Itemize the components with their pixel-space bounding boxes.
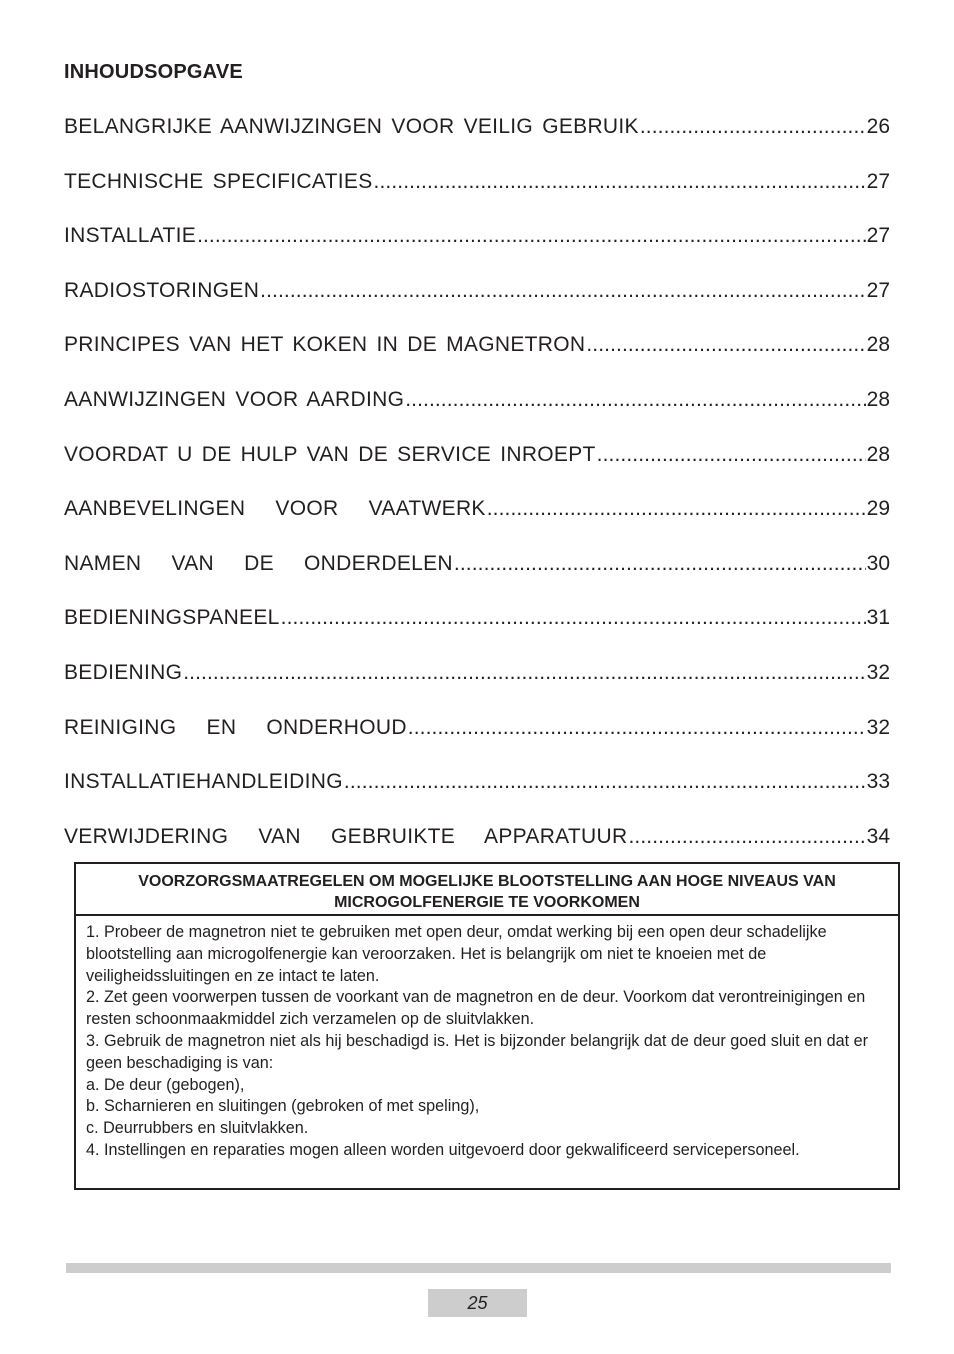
toc-entry-page: 31 [866, 606, 890, 630]
toc-entry-page: 32 [866, 715, 890, 739]
toc-entry-title: BEDIENING [64, 660, 183, 684]
toc-entry-page: 27 [866, 224, 890, 248]
toc-entry-page: 34 [866, 824, 890, 848]
toc-entry-title: TECHNISCHE SPECIFICATIES [64, 169, 373, 193]
toc-entry-veilig-gebruik[interactable] [64, 110, 890, 165]
warning-paragraph: 3. Gebruik de magnetron niet als hij beschadigd is. Het is bijzonder belangrijk dat de deur goed sluit en dat er geen beschadiging is van: [86, 1031, 868, 1072]
safety-warning-box [74, 862, 900, 1190]
toc-dot-leader [260, 274, 865, 308]
toc-entry-technische-specificaties[interactable] [64, 165, 890, 220]
warning-title-line: VOORZORGSMAATREGELEN OM MOGELIJKE BLOOTSTELLING AAN HOGE NIVEAUS VAN [138, 873, 836, 890]
toc-entry-title: INSTALLATIEHANDLEIDING [64, 770, 343, 794]
toc-entry-title: BEDIENINGSPANEEL [64, 606, 280, 630]
toc-dot-leader [344, 765, 866, 799]
warning-title-line: MICROGOLFENERGIE TE VOORKOMEN [334, 894, 640, 911]
toc-entry-title: BELANGRIJKE AANWIJZINGEN VOOR VEILIG GEBRUIK [64, 115, 639, 138]
toc-entry-page: 27 [866, 169, 890, 193]
toc-entry-principes-koken[interactable] [64, 328, 890, 383]
toc-entry-page: 33 [866, 770, 890, 794]
toc-dot-leader [197, 219, 866, 253]
toc-entry-page: 30 [866, 551, 890, 575]
toc-entry-onderdelen[interactable] [64, 547, 890, 602]
toc-dot-leader [454, 547, 866, 581]
toc-dot-leader [405, 383, 865, 417]
warning-list-item: a. De deur (gebogen), [86, 1075, 245, 1094]
table-of-contents [64, 110, 890, 874]
toc-entry-title: NAMEN VAN DE ONDERDELEN [64, 551, 453, 575]
page-heading: INHOUDSOPGAVE [64, 61, 243, 83]
toc-entry-reiniging[interactable] [64, 711, 890, 766]
footer-divider [66, 1263, 891, 1273]
toc-dot-leader [640, 110, 866, 144]
toc-entry-title: REINIGING EN ONDERHOUD [64, 715, 407, 739]
toc-entry-page: 28 [866, 333, 890, 357]
toc-dot-leader [374, 165, 866, 199]
toc-dot-leader [597, 438, 866, 472]
warning-list-item: c. Deurrubbers en sluitvlakken. [86, 1119, 309, 1138]
toc-entry-aarding[interactable] [64, 383, 890, 438]
toc-entry-title: INSTALLATIE [64, 224, 197, 248]
warning-title [76, 864, 898, 916]
toc-entry-page: 27 [866, 278, 890, 302]
warning-body [76, 916, 898, 1162]
warning-paragraph: 4. Instellingen en reparaties mogen alleen worden uitgevoerd door gekwalificeerd servicepersoneel. [86, 1140, 800, 1159]
toc-entry-bedieningspaneel[interactable] [64, 601, 890, 656]
toc-entry-installatiehandleiding[interactable] [64, 765, 890, 820]
toc-dot-leader [586, 328, 865, 362]
toc-entry-title: VOORDAT U DE HULP VAN DE SERVICE INROEPT [64, 442, 596, 466]
toc-entry-title: AANWIJZINGEN VOOR AARDING [64, 387, 405, 411]
toc-entry-page: 32 [866, 660, 890, 684]
toc-entry-installatie[interactable] [64, 219, 890, 274]
toc-dot-leader [487, 492, 866, 526]
toc-entry-page: 29 [866, 497, 890, 521]
toc-entry-title: AANBEVELINGEN VOOR VAATWERK [64, 497, 486, 521]
toc-entry-page: 28 [866, 387, 890, 411]
toc-dot-leader [281, 601, 866, 635]
toc-entry-bediening[interactable] [64, 656, 890, 711]
toc-dot-leader [183, 656, 865, 690]
toc-entry-radiostoringen[interactable] [64, 274, 890, 329]
toc-dot-leader [408, 711, 866, 745]
toc-entry-title: PRINCIPES VAN HET KOKEN IN DE MAGNETRON [64, 333, 586, 357]
page-number: 25 [428, 1289, 527, 1317]
toc-entry-vaatwerk[interactable] [64, 492, 890, 547]
warning-paragraph: 1. Probeer de magnetron niet te gebruiken met open deur, omdat werking bij een open deur schadelijke blootstelling aan microgolfenergie kan veroorzaken. Het is belangrijk om niet te knoeien met de veiligheidssluitingen en ze intact te laten. [86, 923, 827, 985]
toc-dot-leader [628, 820, 865, 854]
toc-entry-service[interactable] [64, 438, 890, 493]
toc-entry-title: RADIOSTORINGEN [64, 278, 260, 302]
toc-entry-page: 28 [866, 442, 890, 466]
toc-entry-title: VERWIJDERING VAN GEBRUIKTE APPARATUUR [64, 824, 628, 848]
warning-list-item: b. Scharnieren en sluitingen (gebroken of met speling), [86, 1097, 480, 1116]
toc-entry-page: 26 [866, 115, 890, 138]
warning-paragraph: 2. Zet geen voorwerpen tussen de voorkant van de magnetron en de deur. Voorkom dat verontreinigingen en resten schoonmaakmiddel zich verzamelen op de sluitvlakken. [86, 988, 866, 1029]
